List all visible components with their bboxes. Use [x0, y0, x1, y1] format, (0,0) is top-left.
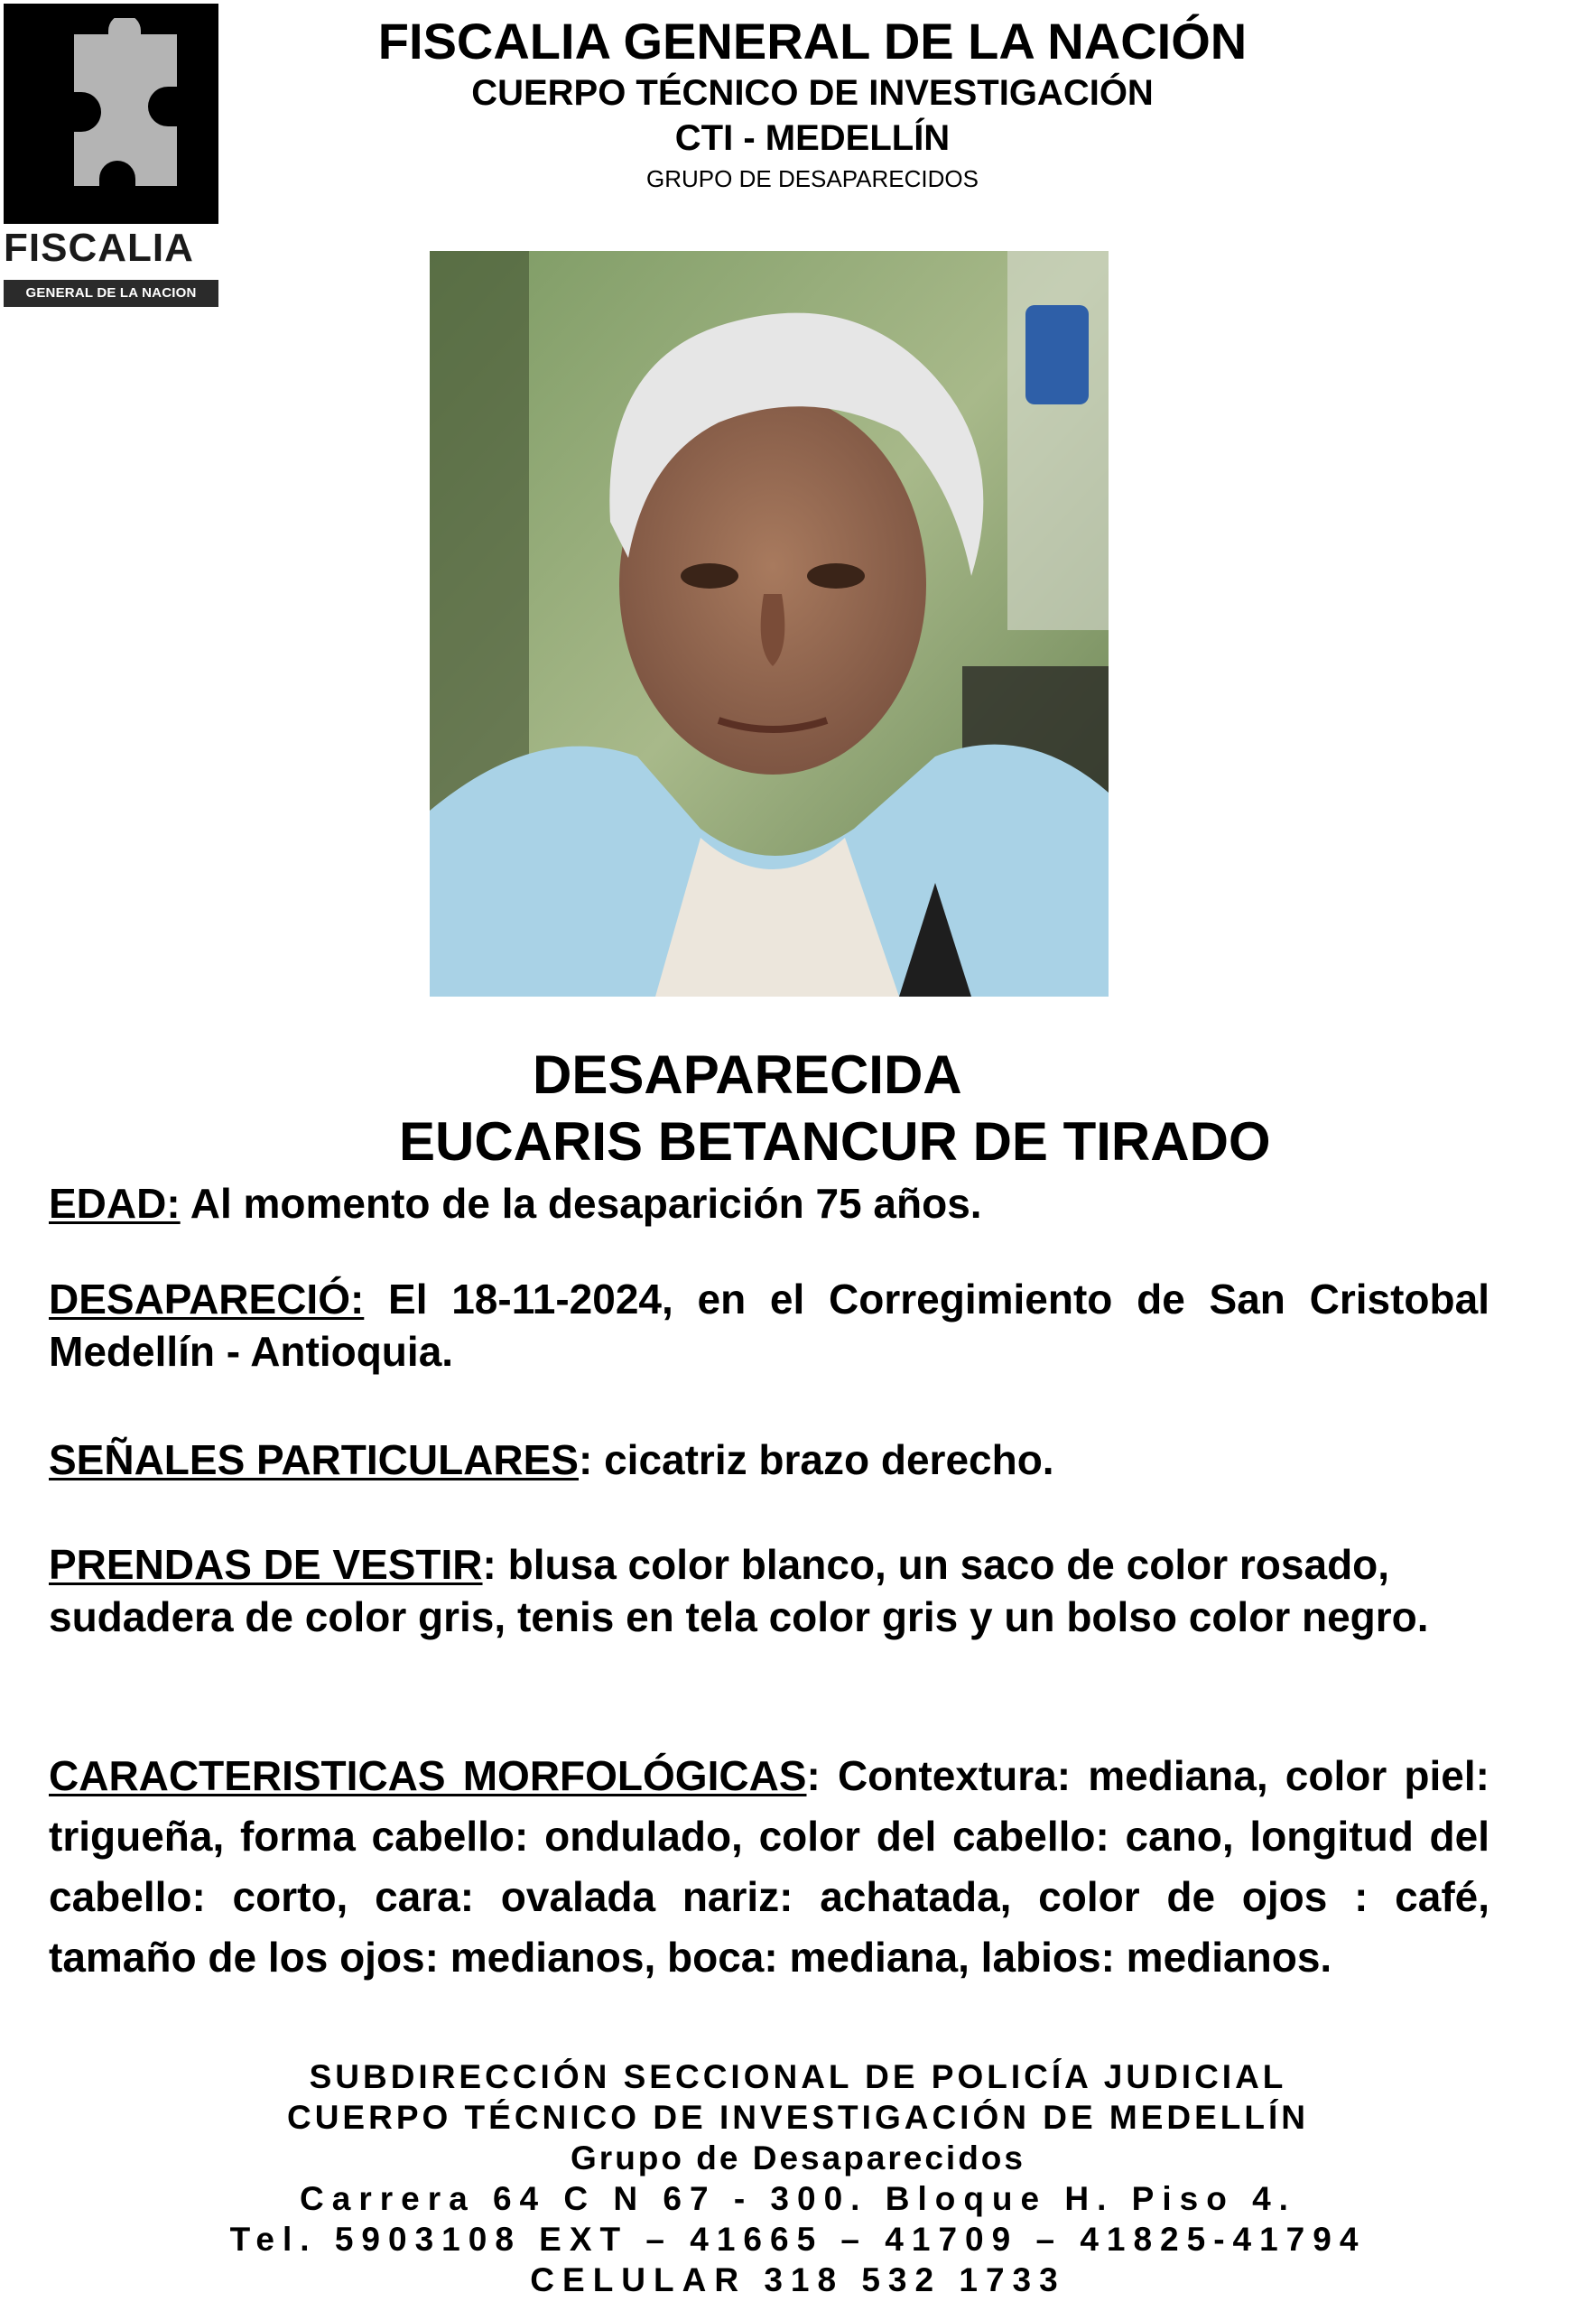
caracteristicas-label: CARACTERISTICAS MORFOLÓGICAS: [49, 1752, 807, 1799]
field-prendas: [49, 1538, 1489, 1643]
field-desaparecio: [49, 1273, 1489, 1378]
footer-subdireccion: SUBDIRECCIÓN SECCIONAL DE POLICÍA JUDICIAL: [309, 2058, 1287, 2095]
footer-cuerpo: CUERPO TÉCNICO DE INVESTIGACIÓN DE MEDELLÍN: [286, 2099, 1309, 2136]
status-title: DESAPARECIDA: [533, 1044, 962, 1105]
puzzle-logo-icon: [4, 4, 218, 224]
senales-value: : cicatriz brazo derecho.: [578, 1436, 1054, 1483]
footer-phone: Tel. 5903108 EXT – 41665 – 41709 – 41825-41794: [229, 2221, 1367, 2258]
header-group: GRUPO DE DESAPARECIDOS: [646, 165, 979, 192]
prendas-value: : blusa color blanco, un saco de color rosado, sudadera de color gris, tenis en tela color gris y un bolso color negro.: [49, 1541, 1429, 1640]
footer-address: Carrera 64 C N 67 - 300. Bloque H. Piso 4.: [300, 2180, 1296, 2217]
field-edad: [49, 1177, 1489, 1230]
header-unit: CTI - MEDELLÍN: [674, 118, 951, 158]
edad-label: EDAD:: [49, 1180, 181, 1227]
desaparecio-value: El 18-11-2024, en el Corregimiento de San Cristobal Medellín - Antioquia.: [49, 1276, 1489, 1375]
missing-person-photo: [430, 251, 1109, 997]
edad-value: Al momento de la desaparición 75 años.: [180, 1180, 982, 1227]
desaparecio-label: DESAPARECIÓ:: [49, 1276, 365, 1323]
header-body: CUERPO TÉCNICO DE INVESTIGACIÓN: [471, 73, 1154, 113]
prendas-label: PRENDAS DE VESTIR: [49, 1541, 483, 1588]
caracteristicas-value: : Contextura: mediana, color piel: trigueña, forma cabello: ondulado, color del cabello: cano, longitud del cabello: corto, cara: ovalada nariz: achatada, color de ojos : café, tamaño de los ojos: medianos, boca: mediana, labios: medianos.: [49, 1752, 1489, 1981]
field-senales: [49, 1434, 1489, 1486]
footer-grupo: Grupo de Desaparecidos: [571, 2139, 1025, 2176]
logo-subtitle: GENERAL DE LA NACION: [4, 280, 218, 307]
contact-footer: [0, 2056, 1596, 2300]
logo-word: FISCALIA: [4, 226, 194, 270]
footer-cellphone: CELULAR 318 532 1733: [530, 2261, 1066, 2298]
header-institution: FISCALIA GENERAL DE LA NACIÓN: [377, 13, 1248, 70]
senales-label: SEÑALES PARTICULARES: [49, 1436, 579, 1483]
document-header: [271, 13, 1354, 197]
field-caracteristicas: [49, 1746, 1489, 1988]
person-name: EUCARIS BETANCUR DE TIRADO: [399, 1111, 1271, 1172]
fiscalia-logo: [4, 4, 218, 305]
